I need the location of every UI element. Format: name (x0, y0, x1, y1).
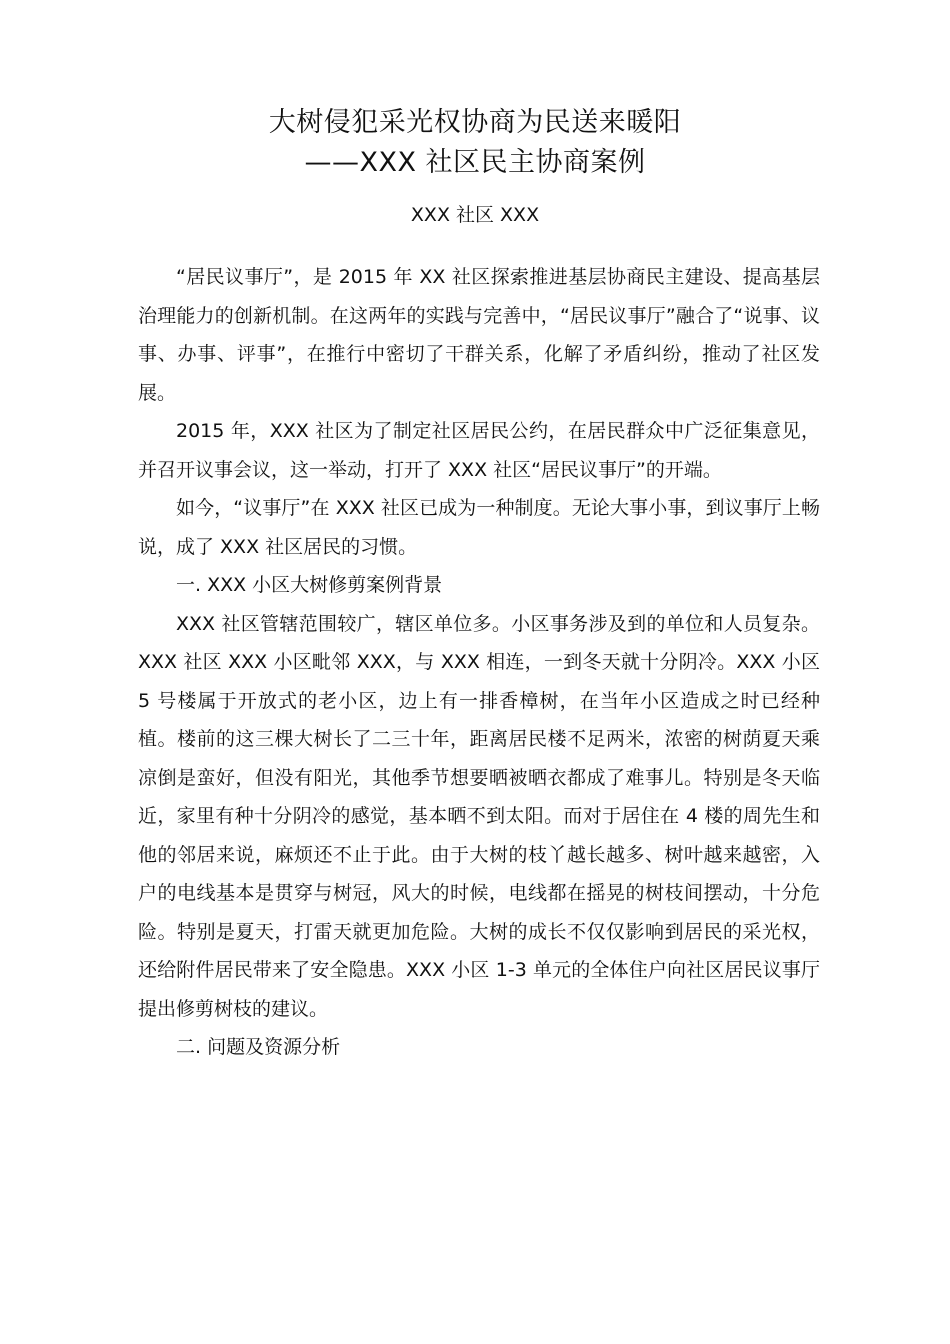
section-heading-analysis: 二. 问题及资源分析 (176, 1036, 341, 1058)
paragraph-origin: 2015 年，XXX 社区为了制定社区居民公约，在居民群众中广泛征集意见，并召开议事会议，这一举动，打开了 XXX 社区“居民议事厅”的开端。 (138, 420, 820, 481)
paragraph-current: 如今，“议事厅”在 XXX 社区已成为一种制度。无论大事小事，到议事厅上畅说，成了 XXX 社区居民的习惯。 (138, 497, 820, 558)
paragraph-background: XXX 社区管辖范围较广，辖区单位多。小区事务涉及到的单位和人员复杂。XXX 社区 XXX 小区毗邻 XXX，与 XXX 相连，一到冬天就十分阴冷。XXX 小区 5 号楼属于开放式的老小区，边上有一排香樟树，在当年小区造成之时已经种植。楼前的这三棵大树长了二三十年，距离居民楼不足两米，浓密的树荫夏天乘凉倒是蛮好，但没有阳光，其他季节想要晒被晒衣都成了难事儿。特别是冬天临近，家里有种十分阴冷的感觉，基本晒不到太阳。而对于居住在 4 楼的周先生和他的邻居来说，麻烦还不止于此。由于大树的枝丫越长越多、树叶越来越密，入户的电线基本是贯穿与树冠，风大的时候，电线都在摇晃的树枝间摆动，十分危险。特别是夏天，打雷天就更加危险。大树的成长不仅仅影响到居民的采光权，还给附件居民带来了安全隐患。XXX 小区 1-3 单元的全体住户向社区居民议事厅提出修剪树枝的建议。 (138, 612, 820, 1020)
section-heading-background: 一. XXX 小区大树修剪案例背景 (176, 574, 443, 596)
paragraph-intro: “居民议事厅”，是 2015 年 XX 社区探索推进基层协商民主建设、提高基层治理能力的创新机制。在这两年的实践与完善中，“居民议事厅”融合了“说事、议事、办事、评事”，在推行中密切了干群关系，化解了矛盾纠纷，推动了社区发展。 (138, 266, 820, 404)
document-body (138, 258, 820, 1067)
document-author: XXX 社区 XXX (410, 204, 540, 226)
document-subtitle: ——XXX 社区民主协商案例 (304, 147, 646, 178)
document-title: 大树侵犯采光权协商为民送来暖阳 (268, 107, 682, 138)
